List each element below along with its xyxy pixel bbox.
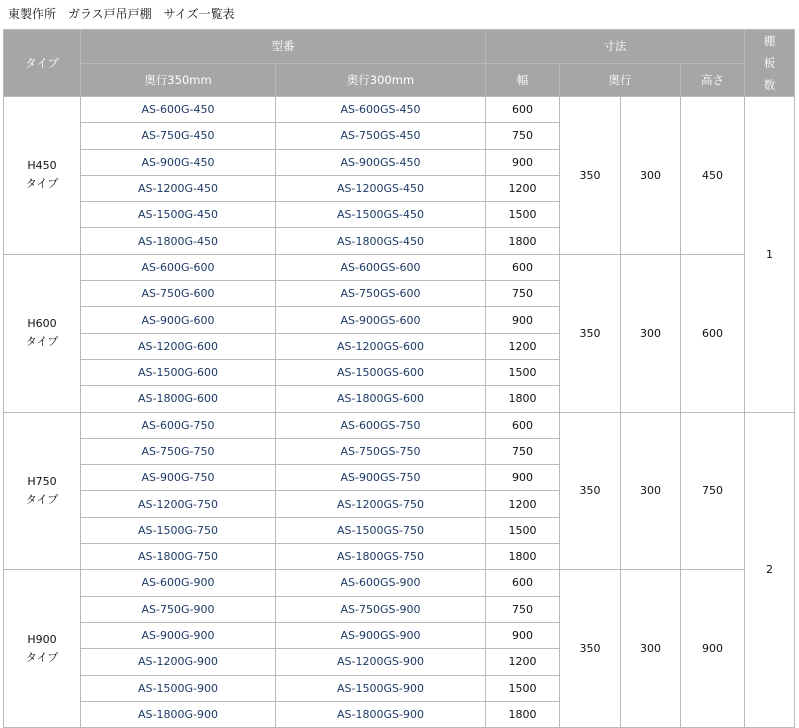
depth-300-cell: 300: [621, 97, 681, 255]
width-cell: 750: [486, 596, 560, 622]
model-350-cell: AS-1200G-750: [81, 491, 276, 517]
depth-300-cell: 300: [621, 570, 681, 728]
header-shelves-line3: 数: [763, 78, 776, 92]
model-350-cell: AS-1200G-600: [81, 333, 276, 359]
model-300-cell: AS-1200GS-450: [276, 175, 486, 201]
width-cell: 600: [486, 412, 560, 438]
size-table-body: [4, 97, 795, 728]
model-300-cell: AS-900GS-750: [276, 465, 486, 491]
type-cell: [4, 254, 81, 412]
model-350-cell: AS-900G-600: [81, 307, 276, 333]
header-width: 幅: [486, 63, 560, 97]
width-cell: 750: [486, 123, 560, 149]
model-300-cell: AS-1800GS-900: [276, 701, 486, 727]
type-suffix: タイプ: [25, 492, 59, 506]
height-cell: 600: [681, 254, 745, 412]
model-350-cell: AS-900G-450: [81, 149, 276, 175]
model-350-cell: AS-1800G-900: [81, 701, 276, 727]
header-dimensions: 寸法: [486, 30, 745, 64]
width-cell: 900: [486, 465, 560, 491]
depth-300-cell: 300: [621, 254, 681, 412]
width-cell: 1500: [486, 202, 560, 228]
width-cell: 1200: [486, 649, 560, 675]
depth-350-cell: 350: [560, 254, 621, 412]
width-cell: 900: [486, 622, 560, 648]
type-cell: [4, 412, 81, 570]
model-300-cell: AS-1800GS-600: [276, 386, 486, 412]
header-height: 高さ: [681, 63, 745, 97]
width-cell: 1200: [486, 491, 560, 517]
model-350-cell: AS-1200G-450: [81, 175, 276, 201]
type-cell: [4, 570, 81, 728]
model-350-cell: AS-750G-450: [81, 123, 276, 149]
height-cell: 750: [681, 412, 745, 570]
size-table: [3, 29, 795, 728]
model-350-cell: AS-900G-900: [81, 622, 276, 648]
model-300-cell: AS-1800GS-750: [276, 544, 486, 570]
model-350-cell: AS-1500G-900: [81, 675, 276, 701]
model-350-cell: AS-750G-600: [81, 281, 276, 307]
width-cell: 900: [486, 307, 560, 333]
height-cell: 900: [681, 570, 745, 728]
model-350-cell: AS-1200G-900: [81, 649, 276, 675]
type-name: H750: [27, 474, 57, 488]
model-350-cell: AS-600G-750: [81, 412, 276, 438]
width-cell: 1500: [486, 359, 560, 385]
model-300-cell: AS-750GS-900: [276, 596, 486, 622]
depth-350-cell: 350: [560, 97, 621, 255]
type-name: H600: [27, 317, 57, 331]
model-350-cell: AS-750G-750: [81, 438, 276, 464]
model-350-cell: AS-1800G-450: [81, 228, 276, 254]
table-row: [4, 254, 795, 280]
width-cell: 600: [486, 570, 560, 596]
model-350-cell: AS-1500G-450: [81, 202, 276, 228]
table-row: [4, 97, 795, 123]
model-300-cell: AS-900GS-450: [276, 149, 486, 175]
table-row: [4, 570, 795, 596]
type-suffix: タイプ: [25, 335, 59, 349]
model-300-cell: AS-1500GS-900: [276, 675, 486, 701]
width-cell: 600: [486, 254, 560, 280]
depth-350-cell: 350: [560, 412, 621, 570]
shelf-count-cell: 1: [745, 97, 795, 413]
model-300-cell: AS-1200GS-600: [276, 333, 486, 359]
model-300-cell: AS-900GS-600: [276, 307, 486, 333]
type-cell: [4, 97, 81, 255]
depth-300-cell: 300: [621, 412, 681, 570]
header-shelves-line1: 棚: [763, 34, 776, 48]
model-350-cell: AS-600G-600: [81, 254, 276, 280]
model-350-cell: AS-900G-750: [81, 465, 276, 491]
height-cell: 450: [681, 97, 745, 255]
header-depth: 奥行: [560, 63, 681, 97]
model-300-cell: AS-600GS-900: [276, 570, 486, 596]
width-cell: 1800: [486, 386, 560, 412]
model-300-cell: AS-1200GS-750: [276, 491, 486, 517]
type-name: H900: [27, 632, 57, 646]
header-model: 型番: [81, 30, 486, 64]
width-cell: 750: [486, 438, 560, 464]
page-title: 東製作所 ガラス戸吊戸棚 サイズ一覧表: [8, 7, 235, 21]
width-cell: 1200: [486, 333, 560, 359]
width-cell: 1800: [486, 544, 560, 570]
width-cell: 1500: [486, 517, 560, 543]
model-300-cell: AS-900GS-900: [276, 622, 486, 648]
model-300-cell: AS-1500GS-750: [276, 517, 486, 543]
model-350-cell: AS-1800G-600: [81, 386, 276, 412]
model-350-cell: AS-600G-900: [81, 570, 276, 596]
model-300-cell: AS-1500GS-600: [276, 359, 486, 385]
model-350-cell: AS-1800G-750: [81, 544, 276, 570]
model-300-cell: AS-600GS-450: [276, 97, 486, 123]
width-cell: 750: [486, 281, 560, 307]
model-300-cell: AS-750GS-450: [276, 123, 486, 149]
width-cell: 1200: [486, 175, 560, 201]
model-300-cell: AS-1800GS-450: [276, 228, 486, 254]
type-name: H450: [27, 159, 57, 173]
model-300-cell: AS-1200GS-900: [276, 649, 486, 675]
header-shelves: [745, 30, 795, 97]
model-300-cell: AS-600GS-750: [276, 412, 486, 438]
model-300-cell: AS-1500GS-450: [276, 202, 486, 228]
header-shelves-line2: 板: [763, 56, 776, 70]
table-row: [4, 412, 795, 438]
width-cell: 900: [486, 149, 560, 175]
model-300-cell: AS-750GS-600: [276, 281, 486, 307]
model-300-cell: AS-600GS-600: [276, 254, 486, 280]
type-suffix: タイプ: [25, 650, 59, 664]
model-350-cell: AS-750G-900: [81, 596, 276, 622]
width-cell: 600: [486, 97, 560, 123]
model-350-cell: AS-600G-450: [81, 97, 276, 123]
shelf-count-cell: 2: [745, 412, 795, 728]
header-model-350: 奥行350mm: [81, 63, 276, 97]
width-cell: 1500: [486, 675, 560, 701]
type-suffix: タイプ: [25, 177, 59, 191]
width-cell: 1800: [486, 228, 560, 254]
model-350-cell: AS-1500G-600: [81, 359, 276, 385]
header-model-300: 奥行300mm: [276, 63, 486, 97]
model-350-cell: AS-1500G-750: [81, 517, 276, 543]
model-300-cell: AS-750GS-750: [276, 438, 486, 464]
depth-350-cell: 350: [560, 570, 621, 728]
header-type: タイプ: [4, 30, 81, 97]
width-cell: 1800: [486, 701, 560, 727]
